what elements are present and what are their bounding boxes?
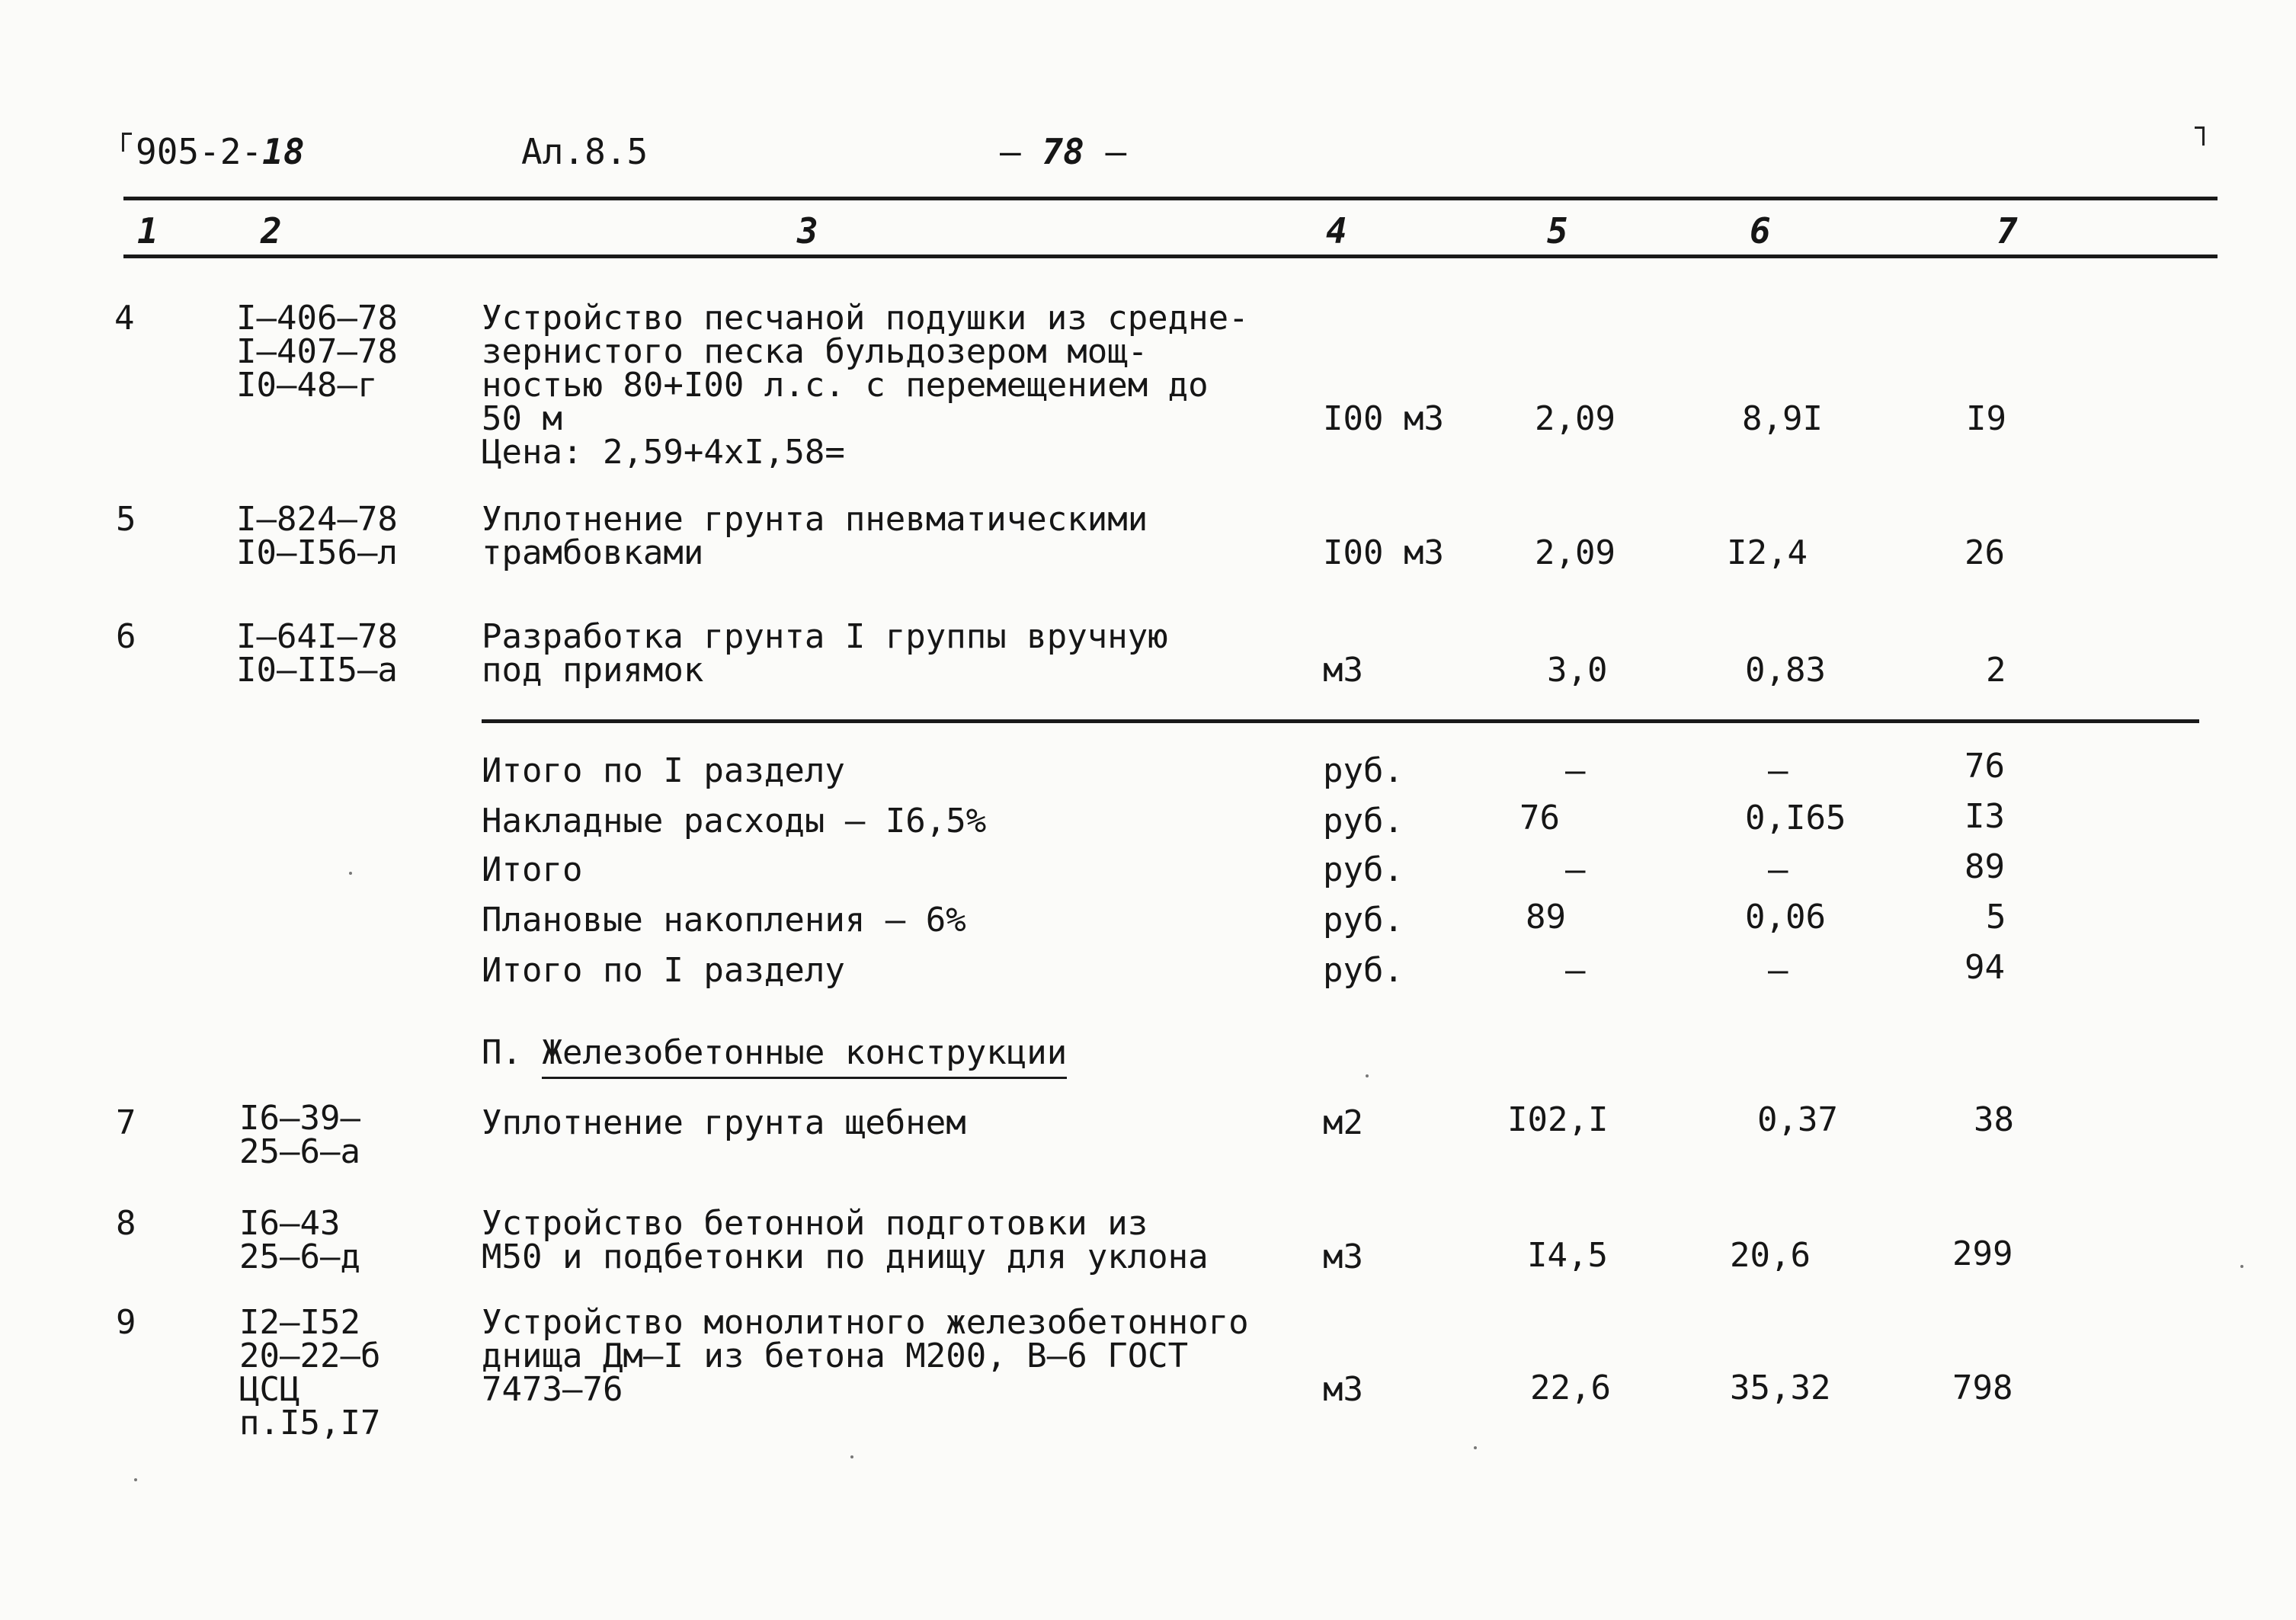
scan-speck xyxy=(134,1478,137,1481)
row-total: 2 xyxy=(1986,651,2006,690)
row-quantity: 3,0 xyxy=(1547,651,1608,690)
summary-price: 0,I65 xyxy=(1745,799,1846,837)
summary-label: Итого xyxy=(482,850,583,889)
row-codes: I–824–78 I0–I56–л xyxy=(236,500,398,572)
column-number-3: 3 xyxy=(797,210,818,251)
column-number-4: 4 xyxy=(1326,210,1347,251)
row-codes: I2–I52 20–22–б ЦСЦ п.I5,I7 xyxy=(239,1303,381,1442)
doc-code-handwritten: 18 xyxy=(262,131,305,172)
row-quantity: 22,6 xyxy=(1530,1369,1611,1407)
summary-total: 5 xyxy=(1986,898,2006,936)
page-number-value: 78 xyxy=(1042,131,1084,172)
summary-label: Итого по I разделу xyxy=(482,751,845,790)
summary-total: 76 xyxy=(1965,747,2005,786)
row-description: Уплотнение грунта пневматическими трамбовками xyxy=(482,500,1148,572)
summary-price: 0,06 xyxy=(1745,898,1826,936)
summary-unit: руб. xyxy=(1323,951,1404,990)
row-codes: I–406–78 I–407–78 I0–48–г xyxy=(236,299,398,405)
summary-quantity: – xyxy=(1565,951,1586,990)
row-description: Устройство бетонной подготовки из М50 и подбетонки по днищу для уклона xyxy=(482,1204,1209,1276)
section-total-rule xyxy=(482,719,2199,723)
summary-total: 94 xyxy=(1965,948,2005,987)
scan-speck xyxy=(349,872,352,875)
summary-label: Накладные расходы – I6,5% xyxy=(482,802,987,840)
summary-unit: руб. xyxy=(1323,802,1404,840)
row-unit: м3 xyxy=(1323,1237,1363,1276)
scan-speck xyxy=(2240,1265,2243,1268)
row-total: 38 xyxy=(1974,1100,2014,1139)
row-total: 299 xyxy=(1952,1234,2013,1273)
row-number: 9 xyxy=(116,1303,136,1342)
row-unit: м3 xyxy=(1323,651,1363,690)
row-description: Устройство монолитного железобетонного днища Дм–I из бетона М200, В–6 ГОСТ 7473–76 xyxy=(482,1303,1249,1409)
section-title: Железобетонные конструкции xyxy=(542,1033,1067,1079)
page-dash-right: – xyxy=(1105,131,1127,172)
column-number-1: 1 xyxy=(137,210,159,251)
summary-price: – xyxy=(1768,751,1788,790)
column-number-5: 5 xyxy=(1547,210,1568,251)
summary-label: Итого по I разделу xyxy=(482,951,845,990)
scan-speck xyxy=(1366,1074,1369,1077)
row-price: 0,83 xyxy=(1745,651,1826,690)
summary-total: I3 xyxy=(1965,797,2005,836)
row-price: 20,6 xyxy=(1730,1236,1811,1275)
summary-unit: руб. xyxy=(1323,901,1404,940)
row-number: 5 xyxy=(116,500,136,539)
corner-mark-left xyxy=(122,133,132,152)
scan-speck xyxy=(1474,1446,1477,1449)
column-number-7: 7 xyxy=(1997,210,2018,251)
column-number-6: 6 xyxy=(1750,210,1771,251)
scan-speck xyxy=(850,1455,853,1458)
row-price: 8,9I xyxy=(1742,399,1823,438)
row-total: I9 xyxy=(1966,399,2006,438)
row-number: 8 xyxy=(116,1204,136,1243)
row-number: 7 xyxy=(116,1103,136,1142)
row-unit: м2 xyxy=(1323,1103,1363,1142)
header-bottom-rule xyxy=(123,255,2218,258)
summary-quantity: – xyxy=(1565,850,1586,889)
page-dash-left: – xyxy=(1000,131,1021,172)
row-description: Уплотнение грунта щебнем xyxy=(482,1103,966,1142)
column-number-2: 2 xyxy=(261,210,282,251)
row-unit: I00 м3 xyxy=(1323,399,1444,438)
summary-price: – xyxy=(1768,951,1788,990)
row-codes: I–64I–78 I0–II5–а xyxy=(236,617,398,690)
section-heading xyxy=(482,1033,1068,1072)
row-number: 4 xyxy=(114,299,135,338)
row-description: Устройство песчаной подушки из средне- зернистого песка бульдозером мощ- ностью 80+I00 л.с. с перемещением до 50 м Цена: 2,59+4xI,58= xyxy=(482,299,1249,472)
album-label: Ал.8.5 xyxy=(521,131,648,172)
row-codes: I6–43 25–6–д xyxy=(239,1204,360,1276)
row-quantity: 2,09 xyxy=(1535,399,1616,438)
row-price: I2,4 xyxy=(1727,533,1808,572)
header-top-rule xyxy=(123,197,2218,200)
row-number: 6 xyxy=(116,617,136,656)
row-price: 0,37 xyxy=(1757,1100,1838,1139)
doc-code-printed: 905-2- xyxy=(136,131,263,172)
section-number: П. xyxy=(482,1033,522,1072)
summary-label: Плановые накопления – 6% xyxy=(482,901,966,940)
row-total: 798 xyxy=(1952,1369,2013,1407)
summary-unit: руб. xyxy=(1323,751,1404,790)
page-number xyxy=(1000,131,1127,172)
summary-price: – xyxy=(1768,850,1788,889)
summary-unit: руб. xyxy=(1323,850,1404,889)
summary-quantity: – xyxy=(1565,751,1586,790)
row-price: 35,32 xyxy=(1730,1369,1831,1407)
row-total: 26 xyxy=(1965,533,2005,572)
row-unit: I00 м3 xyxy=(1323,533,1444,572)
document-code xyxy=(136,131,305,172)
row-unit: м3 xyxy=(1323,1370,1363,1409)
corner-mark-right xyxy=(2195,126,2205,146)
summary-total: 89 xyxy=(1965,847,2005,886)
row-quantity: I02,I xyxy=(1507,1100,1609,1139)
row-description: Разработка грунта I группы вручную под приямок xyxy=(482,617,1168,690)
summary-quantity: 76 xyxy=(1519,799,1560,837)
row-codes: I6–39– 25–6–а xyxy=(239,1099,360,1171)
row-quantity: 2,09 xyxy=(1535,533,1616,572)
row-quantity: I4,5 xyxy=(1527,1236,1608,1275)
summary-quantity: 89 xyxy=(1526,898,1566,936)
